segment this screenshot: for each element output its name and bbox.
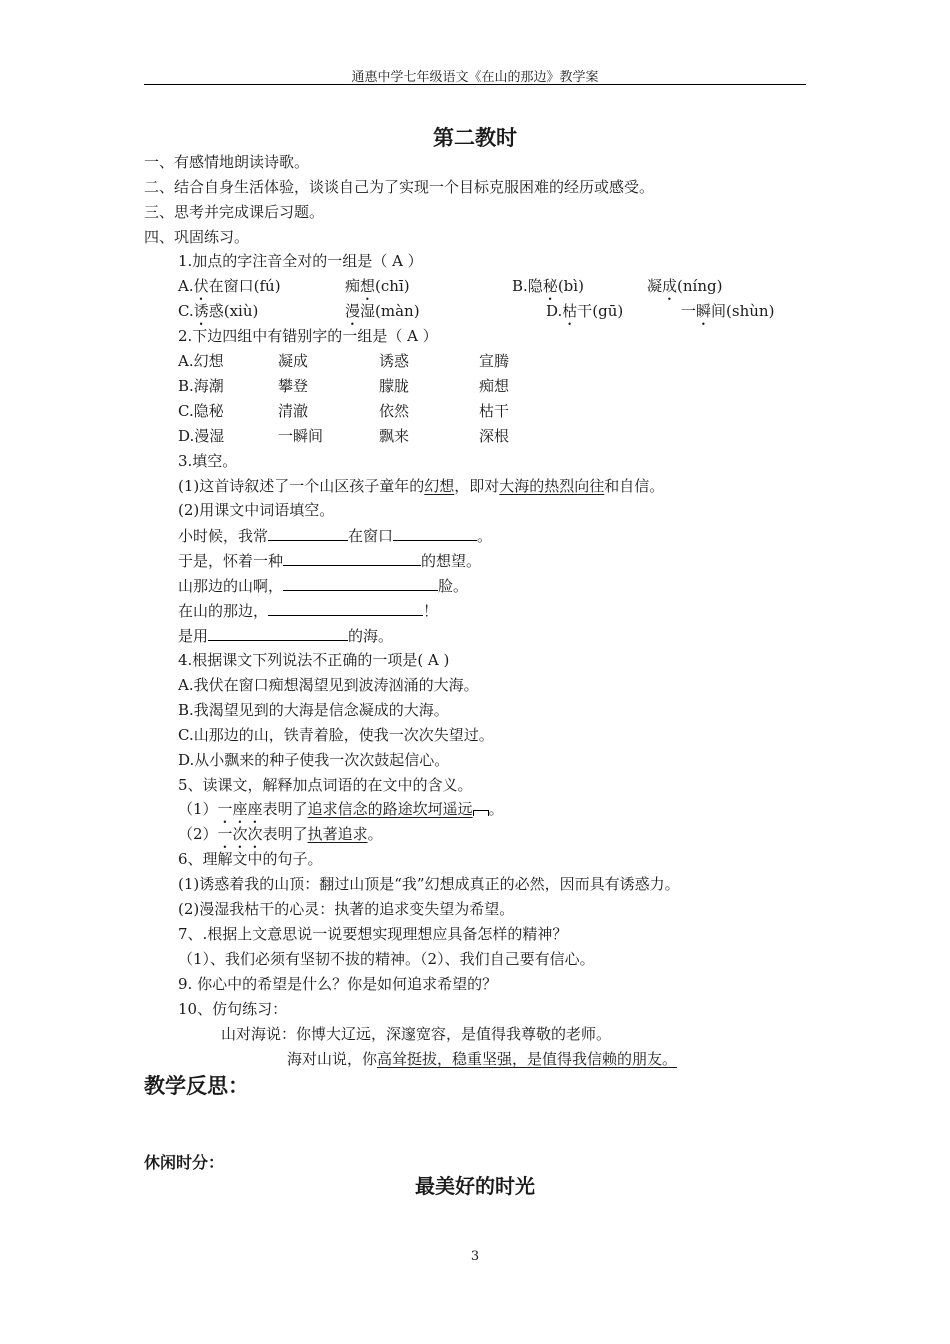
q2-cell: 朦胧 bbox=[379, 377, 410, 395]
q2-cell: 依然 bbox=[379, 402, 410, 420]
q3-part2: (2)用课文中词语填空。 bbox=[178, 501, 335, 519]
dotted-char: 瞬 bbox=[696, 302, 712, 320]
q2-cell: 枯干 bbox=[479, 402, 510, 420]
reflection-heading: 教学反思： bbox=[144, 1073, 249, 1098]
q1-option-d1: D.枯干(gū) bbox=[546, 302, 624, 320]
q2-cell: 一瞬间 bbox=[278, 427, 324, 445]
q4-option-d: D.从小飘来的种子使我一次次鼓起信心。 bbox=[178, 751, 450, 769]
q1-option-d2: 一瞬间(shùn) bbox=[681, 302, 775, 320]
correction-mark bbox=[473, 810, 489, 816]
q2-cell: 攀登 bbox=[278, 377, 309, 395]
q2-cell: B.海潮 bbox=[178, 377, 224, 395]
q1-option-a2: 痴想(chī) bbox=[345, 277, 410, 295]
q1-option-b2: 凝成(níng) bbox=[647, 277, 723, 295]
section-1: 一、有感情地朗读诗歌。 bbox=[144, 153, 310, 171]
dotted-char: 枯 bbox=[562, 302, 578, 320]
q3-fill-line-2: 于是，怀着一种 的想望。 bbox=[178, 552, 482, 570]
q5-item-1: （1）一座座表明了追求信念的路途坎坷遥远 。 bbox=[178, 800, 504, 818]
q4-option-b: B.我渴望见到的大海是信念凝成的大海。 bbox=[178, 701, 449, 719]
dotted-word: 一座座 bbox=[217, 800, 263, 818]
q2-cell: A.幻想 bbox=[178, 352, 224, 370]
dotted-char: 成 bbox=[662, 277, 678, 295]
q5-stem: 5、读课文，解释加点词语的在文中的含义。 bbox=[178, 776, 473, 794]
fill-blank[interactable] bbox=[283, 550, 421, 566]
underlined-answer: 追求信念的路途坎坷遥远 bbox=[307, 800, 473, 818]
page-title: 第二教时 bbox=[433, 125, 517, 150]
q6-stem: 6、理解文中的句子。 bbox=[178, 850, 323, 868]
fill-blank[interactable] bbox=[268, 525, 348, 541]
q2-cell: 宣腾 bbox=[479, 352, 510, 370]
underlined-answer: 大海的热烈向往 bbox=[499, 477, 605, 495]
header-rule bbox=[144, 84, 806, 85]
dotted-char: 伏 bbox=[193, 277, 209, 295]
q2-cell: 诱惑 bbox=[379, 352, 410, 370]
dotted-word: 一次次 bbox=[217, 825, 263, 843]
q7-answer: （1）、我们必须有坚韧不拔的精神。（2）、我们自己要有信心。 bbox=[178, 950, 595, 968]
poem-title: 最美好的时光 bbox=[415, 1174, 535, 1198]
q10-model-sentence: 山对海说：你博大辽远，深邃宽容，是值得我尊敬的老师。 bbox=[221, 1025, 612, 1043]
q6-item-2: (2)漫湿我枯干的心灵：执著的追求变失望为希望。 bbox=[178, 900, 515, 918]
q1-stem: 1.加点的字注音全对的一组是（ A ） bbox=[178, 252, 423, 270]
q3-fill-line-5: 是用 的海。 bbox=[178, 627, 394, 645]
q10-stem: 10、仿句练习： bbox=[178, 1000, 288, 1018]
q4-option-a: A.我伏在窗口痴想渴望见到波涛汹涌的大海。 bbox=[178, 676, 479, 694]
q3-stem: 3.填空。 bbox=[178, 452, 238, 470]
q10-answer-sentence: 海对山说，你高耸挺拔，稳重坚强，是值得我信赖的朋友。 bbox=[287, 1050, 678, 1068]
q4-stem: 4.根据课文下列说法不正确的一项是( A ) bbox=[178, 651, 450, 669]
underlined-answer: 执著追求 bbox=[307, 825, 368, 843]
section-4: 四、巩固练习。 bbox=[144, 228, 250, 246]
q3-fill-line-4: 在山的那边， ！ bbox=[178, 602, 439, 620]
dotted-char: 漫 bbox=[345, 302, 361, 320]
section-3: 三、思考并完成课后习题。 bbox=[144, 203, 325, 221]
q2-cell: 飘来 bbox=[379, 427, 410, 445]
underlined-answer: 高耸挺拔，稳重坚强，是值得我信赖的朋友。 bbox=[377, 1050, 678, 1068]
q9-stem: 9. 你心中的希望是什么？你是如何追求希望的？ bbox=[178, 975, 498, 993]
dotted-char: 诱 bbox=[193, 302, 209, 320]
q2-cell: D.漫湿 bbox=[178, 427, 225, 445]
q2-stem: 2.下边四组中有错别字的一组是（ A ） bbox=[178, 327, 438, 345]
q2-cell: 凝成 bbox=[278, 352, 309, 370]
q3-fill-line-1: 小时候，我常 在窗口 。 bbox=[178, 527, 493, 545]
fill-blank[interactable] bbox=[268, 600, 423, 616]
fill-blank[interactable] bbox=[283, 575, 438, 591]
q7-stem: 7、.根据上文意思说一说要想实现理想应具备怎样的精神？ bbox=[178, 925, 568, 943]
dotted-char: 想 bbox=[360, 277, 376, 295]
fill-blank[interactable] bbox=[208, 625, 348, 641]
underlined-answer: 幻想 bbox=[424, 477, 455, 495]
q5-item-2: （2）一次次表明了执著追求。 bbox=[178, 825, 383, 843]
q6-item-1: (1)诱惑着我的山顶：翻过山顶是“我”幻想成真正的必然，因而具有诱惑力。 bbox=[178, 875, 680, 893]
q2-cell: 深根 bbox=[479, 427, 510, 445]
q2-cell: 清澈 bbox=[278, 402, 309, 420]
q2-cell: C.隐秘 bbox=[178, 402, 224, 420]
q2-cell: 痴想 bbox=[479, 377, 510, 395]
q3-part1: (1)这首诗叙述了一个山区孩子童年的幻想，即对大海的热烈向往和自信。 bbox=[178, 477, 665, 495]
q1-option-a1: A.伏在窗口(fú) bbox=[178, 277, 281, 295]
q1-option-c1: C.诱惑(xiù) bbox=[178, 302, 259, 320]
fill-blank[interactable] bbox=[393, 525, 477, 541]
section-2: 二、结合自身生活体验，谈谈自己为了实现一个目标克服困难的经历或感受。 bbox=[144, 178, 655, 196]
q4-option-c: C.山那边的山，铁青着脸，使我一次次失望过。 bbox=[178, 726, 494, 744]
q1-option-b1: B.隐秘(bì) bbox=[512, 277, 584, 295]
dotted-char: 秘 bbox=[542, 277, 558, 295]
q1-option-c2: 漫湿(màn) bbox=[345, 302, 420, 320]
q3-fill-line-3: 山那边的山啊， 脸。 bbox=[178, 577, 469, 595]
page-header: 通惠中学七年级语文《在山的那边》教学案 bbox=[351, 70, 599, 85]
leisure-heading: 休闲时分： bbox=[144, 1153, 225, 1172]
page-number: 3 bbox=[470, 1249, 480, 1264]
